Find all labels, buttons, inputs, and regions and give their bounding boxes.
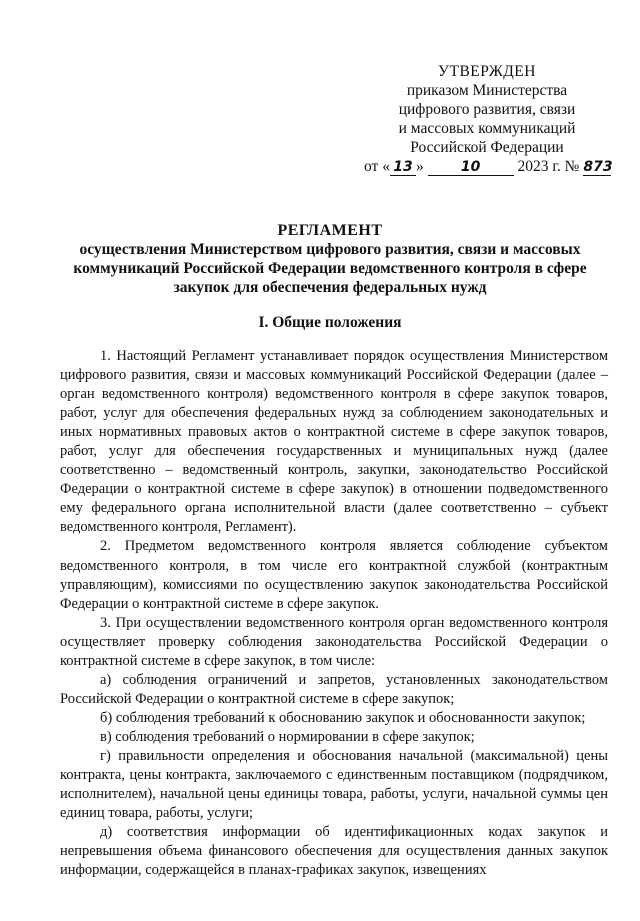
year-and-number-label: 2023 г. №: [517, 158, 580, 175]
approval-title: УТВЕРЖДЕН: [438, 63, 536, 80]
date-prefix: от «: [364, 158, 390, 175]
paragraph: 3. При осуществлении ведомственного контроля орган ведомственного контроля осуществляет проверку соблюдения законодательства Российской Федерации о контрактной системе в сфере закупок, в том числе:: [60, 614, 608, 669]
paragraph: 2. Предметом ведомственного контроля является соблюдение субъектом ведомственного контроля, в том числе его контрактной службой (контрактным управляющим), комиссиями по осуществлению закупок законодательства Российской Федерации о контрактной системе в сфере закупок.: [60, 538, 608, 612]
handwritten-order-number: 873: [583, 159, 613, 175]
paragraph: 1. Настоящий Регламент устанавливает порядок осуществления Министерством цифрового развития, связи и массовых коммуникаций Российской Федерации (далее – орган ведомственного контроля) ведомственного контроля в сфере закупок товаров, работ, услуг для обеспечения федеральных нужд за соблюдением законодательных и иных нормативных правовых актов о контрактной системе в сфере закупок товаров, работ, услуг для обеспечения государственных и муниципальных нужд (далее соответственно – ведомственный контроль, закупки, законодательство Российской Федерации о контрактной системе в сфере закупок) в отношении подведомственного ему федерального органа исполнительной власти (далее соответственно – субъект ведомственного контроля, Регламент).: [60, 348, 608, 536]
title-main: РЕГЛАМЕНТ: [277, 222, 383, 239]
title-subtitle: осуществления Министерством цифрового развития, связи и массовых коммуникаций Российской Федерации ведомственного контроля в сфере закупок для обеспечения федеральных нужд: [73, 241, 587, 296]
approval-stamp: [362, 62, 612, 176]
handwritten-month: 10: [428, 160, 514, 176]
approval-line: цифрового развития, связи: [398, 101, 576, 118]
paragraph: д) соответствия информации об идентификационных кодах закупок и непревышения объема финансового обеспечения для осуществления данных закупок информации, содержащейся в планах-графиках закупок, извещениях: [60, 824, 608, 879]
paragraph: б) соблюдения требований к обоснованию закупок и обоснованности закупок;: [100, 709, 586, 726]
document-body: [60, 347, 608, 880]
paragraph: в) соблюдения требований о нормировании в сфере закупок;: [100, 728, 475, 745]
approval-line: и массовых коммуникаций: [398, 120, 576, 137]
approval-date-line: [362, 157, 612, 176]
document-title: [60, 221, 600, 297]
approval-line: Российской Федерации: [410, 139, 564, 156]
approval-line: приказом Министерства: [406, 82, 568, 99]
date-quote-close: »: [415, 158, 424, 175]
section-heading: I. Общие положения: [258, 314, 402, 331]
paragraph: г) правильности определения и обоснования начальной (максимальной) цены контракта, цены контракта, заключаемого с единственным поставщиком (подрядчиком, исполнителем), начальной цены единицы товара, работы, услуги, начальной суммы цен единиц товара, работы, услуги;: [60, 747, 608, 822]
handwritten-day: 13: [390, 160, 416, 176]
paragraph: а) соблюдения ограничений и запретов, установленных законодательством Российской Федерации о контрактной системе в сфере закупок;: [60, 671, 608, 707]
